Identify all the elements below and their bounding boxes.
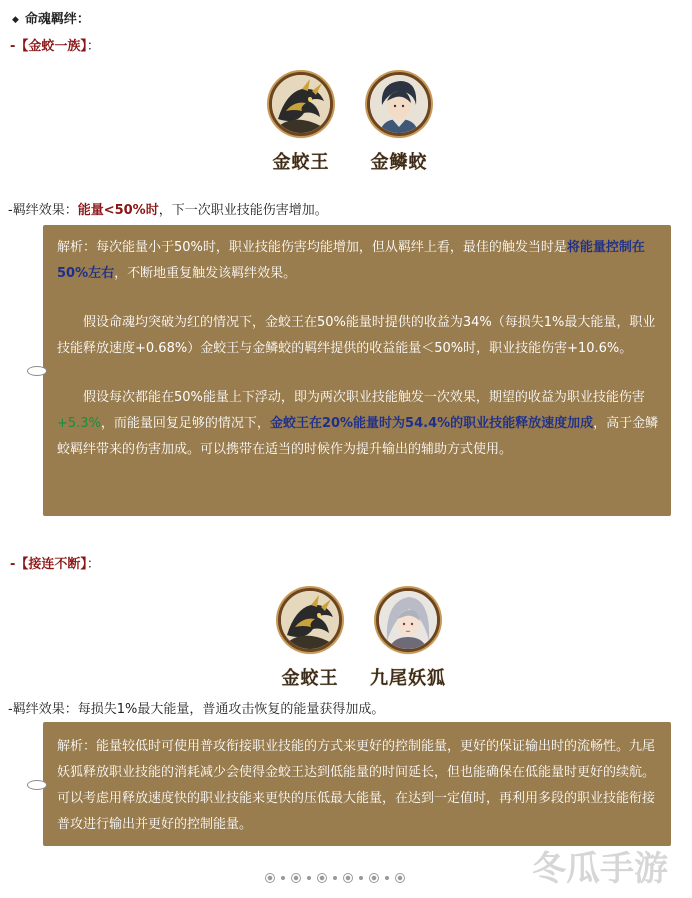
avatar-name: 金鳞蛟 [370,152,428,173]
analysis-paragraph: 假设每次都能在50%能量上下浮动，即为两次职业技能触发一次效果，期望的收益为职业技能伤害+5.3%，而能量回复足够的情况下，金蛟王在20%能量时为54.4%的职业技能释放速度加成，高于金鳞蛟羁绊带来的伤害加成。可以携带在适当的时候作为提升输出的辅助方式使用。 [57,390,659,457]
diamond-bullet-icon: ◆ [12,15,19,25]
torn-edge-icon [674,355,692,385]
bond-name: 【金蛟一族】 [15,39,87,54]
analysis-panel-continuous [43,722,671,846]
avatar-name: 金蛟王 [281,668,339,689]
paper-pin-icon [27,780,47,790]
avatar-golden-scale-dragon [364,72,434,174]
analysis-paragraph: 解析：能量较低时可使用普攻衔接职业技能的方式来更好的控制能量，更好的保证输出时的流畅性。九尾妖狐释放职业技能的消耗减少会使得金蛟王达到低能量的时间延长，但也能确保在低能量时更好的续航。可以考虑用释放速度快的职业技能来更快的压低最大能量，在达到一定值时，再利用多段的职业技能衔接普攻进行输出并更好的控制能量。 [57,739,656,832]
bond-effect-line: -羁绊效果：能量<50%时，下一次职业技能伤害增加。 [8,203,328,218]
decorative-dots [265,873,405,883]
watermark-logo [532,844,682,890]
bond-members [266,72,434,174]
svg-text:冬瓜手游: 冬瓜手游 [532,849,668,889]
bond-effect-line: -羁绊效果：每损失1%最大能量，普通攻击恢复的能量获得加成。 [8,702,385,717]
highlight-text: 将能量控制在50%左右 [57,240,645,281]
bond-name: 【接连不断】 [15,557,87,572]
avatar-name: 九尾妖狐 [370,668,446,689]
golden-dragon-king-icon [278,588,342,652]
bond-title-jinjiao: -【金蛟一族】： [10,39,100,54]
golden-scale-dragon-icon [367,72,431,136]
paper-pin-icon [27,366,47,376]
analysis-panel-jinjiao [43,225,671,516]
bond-members [275,588,451,690]
avatar-golden-dragon-king [275,588,345,690]
section-heading [12,8,90,27]
highlight-text: 金蛟王在20%能量时为54.4%的职业技能释放速度加成 [269,416,594,431]
effect-condition: 能量<50%时 [77,203,159,218]
highlight-text: +5.3% [57,416,101,431]
bond-title-continuous: -【接连不断】： [10,557,100,572]
analysis-paragraph: 假设命魂均突破为红的情况下，金蛟王在50%能量时提供的收益为34%（每损失1%最大能量，职业技能释放速度+0.68%）金蛟王与金鳞蛟的羁绊提供的收益能量＜50%时，职业技能伤害+10.6%。 [57,315,656,356]
avatar-golden-dragon-king [266,72,336,174]
nine-tailed-fox-icon [376,588,440,652]
avatar-name: 金蛟王 [272,152,330,173]
heading-text: 命魂羁绊： [24,12,90,27]
analysis-paragraph: 解析：每次能量小于50%时，职业技能伤害均能增加，但从羁绊上看，最佳的触发当时是将能量控制在50%左右，不断地重复触发该羁绊效果。 [57,240,645,281]
avatar-nine-tailed-fox [365,588,451,690]
golden-dragon-king-icon [269,72,333,136]
